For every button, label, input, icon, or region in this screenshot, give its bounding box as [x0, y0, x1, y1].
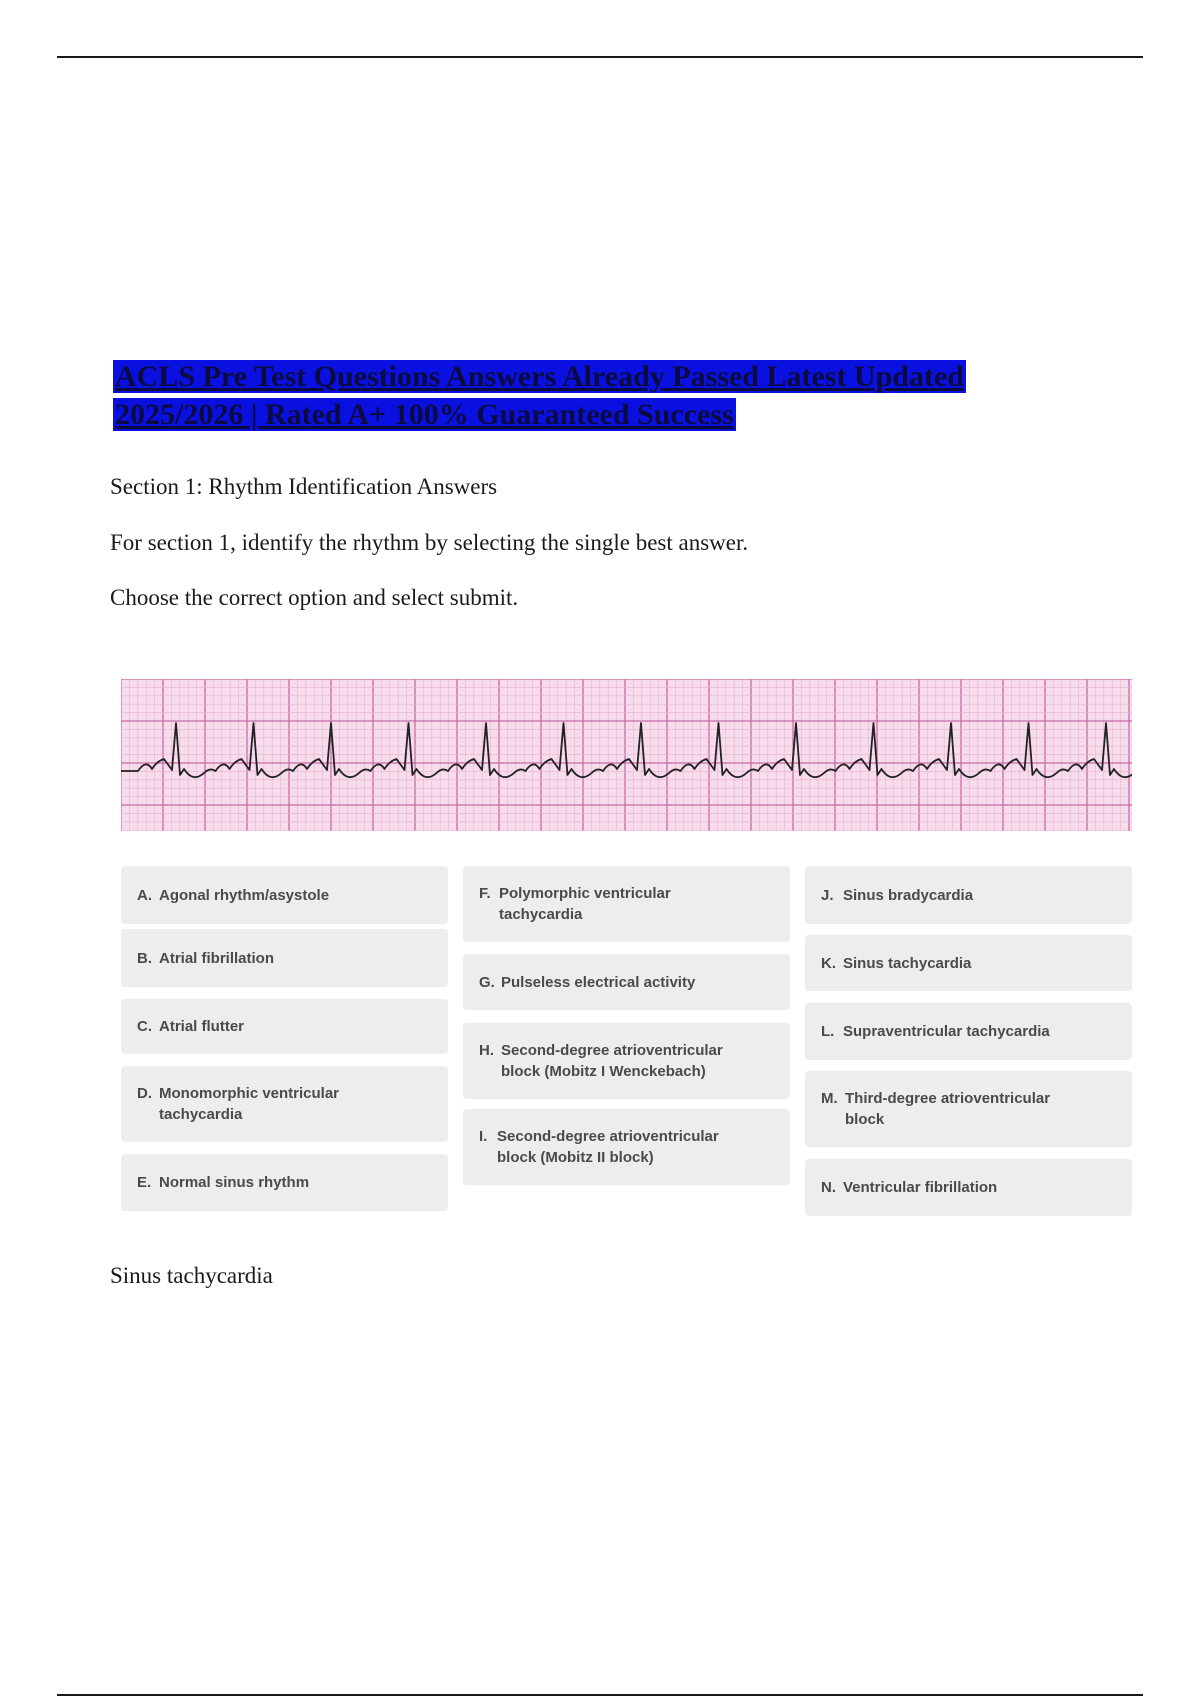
section-heading: Section 1: Rhythm Identification Answers: [110, 474, 498, 499]
option-letter: H.: [479, 1042, 494, 1059]
option-k[interactable]: [805, 935, 1132, 991]
document-title-link[interactable]: ACLS Pre Test Questions Answers Already Passed Latest Updated 2025/2026 | Rated A+ 100% Guaranteed Success: [115, 360, 964, 431]
option-letter: N.: [821, 1179, 836, 1196]
option-label: Sinus tachycardia: [843, 954, 972, 972]
option-letter: I.: [479, 1128, 488, 1145]
instruction-text-2: Choose the correct option and select submit.: [110, 585, 519, 610]
option-j[interactable]: [805, 866, 1132, 924]
option-letter: J.: [821, 886, 834, 904]
option-m[interactable]: [805, 1071, 1132, 1147]
option-label: Polymorphic ventricular tachycardia: [499, 885, 671, 923]
option-i[interactable]: [463, 1109, 790, 1185]
option-label: Second-degree atrioventricular block (Mobitz II block): [497, 1128, 719, 1166]
answer-options: [121, 866, 1132, 1216]
option-letter: L.: [821, 1023, 835, 1040]
option-label: Atrial flutter: [159, 1018, 245, 1035]
option-h[interactable]: [463, 1023, 790, 1099]
ecg-strip: [121, 679, 1132, 831]
option-letter: F.: [479, 885, 491, 902]
option-label: Second-degree atrioventricular block (Mobitz I Wenckebach): [501, 1042, 723, 1080]
option-d[interactable]: [121, 1066, 448, 1142]
option-a[interactable]: [121, 866, 448, 924]
option-letter: A.: [137, 886, 152, 904]
option-letter: G.: [479, 973, 495, 991]
option-label: Agonal rhythm/asystole: [159, 886, 330, 904]
option-b[interactable]: [121, 929, 448, 987]
ecg-strip-image: [121, 679, 1132, 831]
option-label: Sinus bradycardia: [843, 886, 974, 904]
option-c[interactable]: [121, 999, 448, 1054]
option-letter: M.: [821, 1090, 838, 1107]
option-n[interactable]: [805, 1159, 1132, 1216]
option-label: Ventricular fibrillation: [843, 1179, 998, 1196]
bottom-rule: [57, 1694, 1143, 1696]
instruction-text: For section 1, identify the rhythm by selecting the single best answer.: [110, 530, 749, 555]
option-e[interactable]: [121, 1154, 448, 1211]
option-label: Third-degree atrioventricular block: [845, 1090, 1051, 1128]
option-letter: E.: [137, 1174, 152, 1191]
option-l[interactable]: [805, 1003, 1132, 1060]
ecg-background: [121, 679, 1132, 831]
option-letter: B.: [137, 949, 152, 967]
document-title[interactable]: [113, 358, 1093, 434]
option-g[interactable]: [463, 954, 790, 1010]
option-letter: C.: [137, 1018, 152, 1035]
answer-text: Sinus tachycardia: [110, 1263, 273, 1288]
option-label: Pulseless electrical activity: [501, 973, 696, 991]
option-f[interactable]: [463, 866, 790, 942]
option-label: Normal sinus rhythm: [159, 1174, 310, 1191]
option-letter: K.: [821, 954, 836, 972]
option-letter: D.: [137, 1085, 152, 1102]
top-rule: [57, 56, 1143, 58]
option-label: Monomorphic ventricular tachycardia: [159, 1085, 340, 1123]
option-label: Atrial fibrillation: [159, 949, 275, 967]
option-label: Supraventricular tachycardia: [843, 1023, 1050, 1040]
